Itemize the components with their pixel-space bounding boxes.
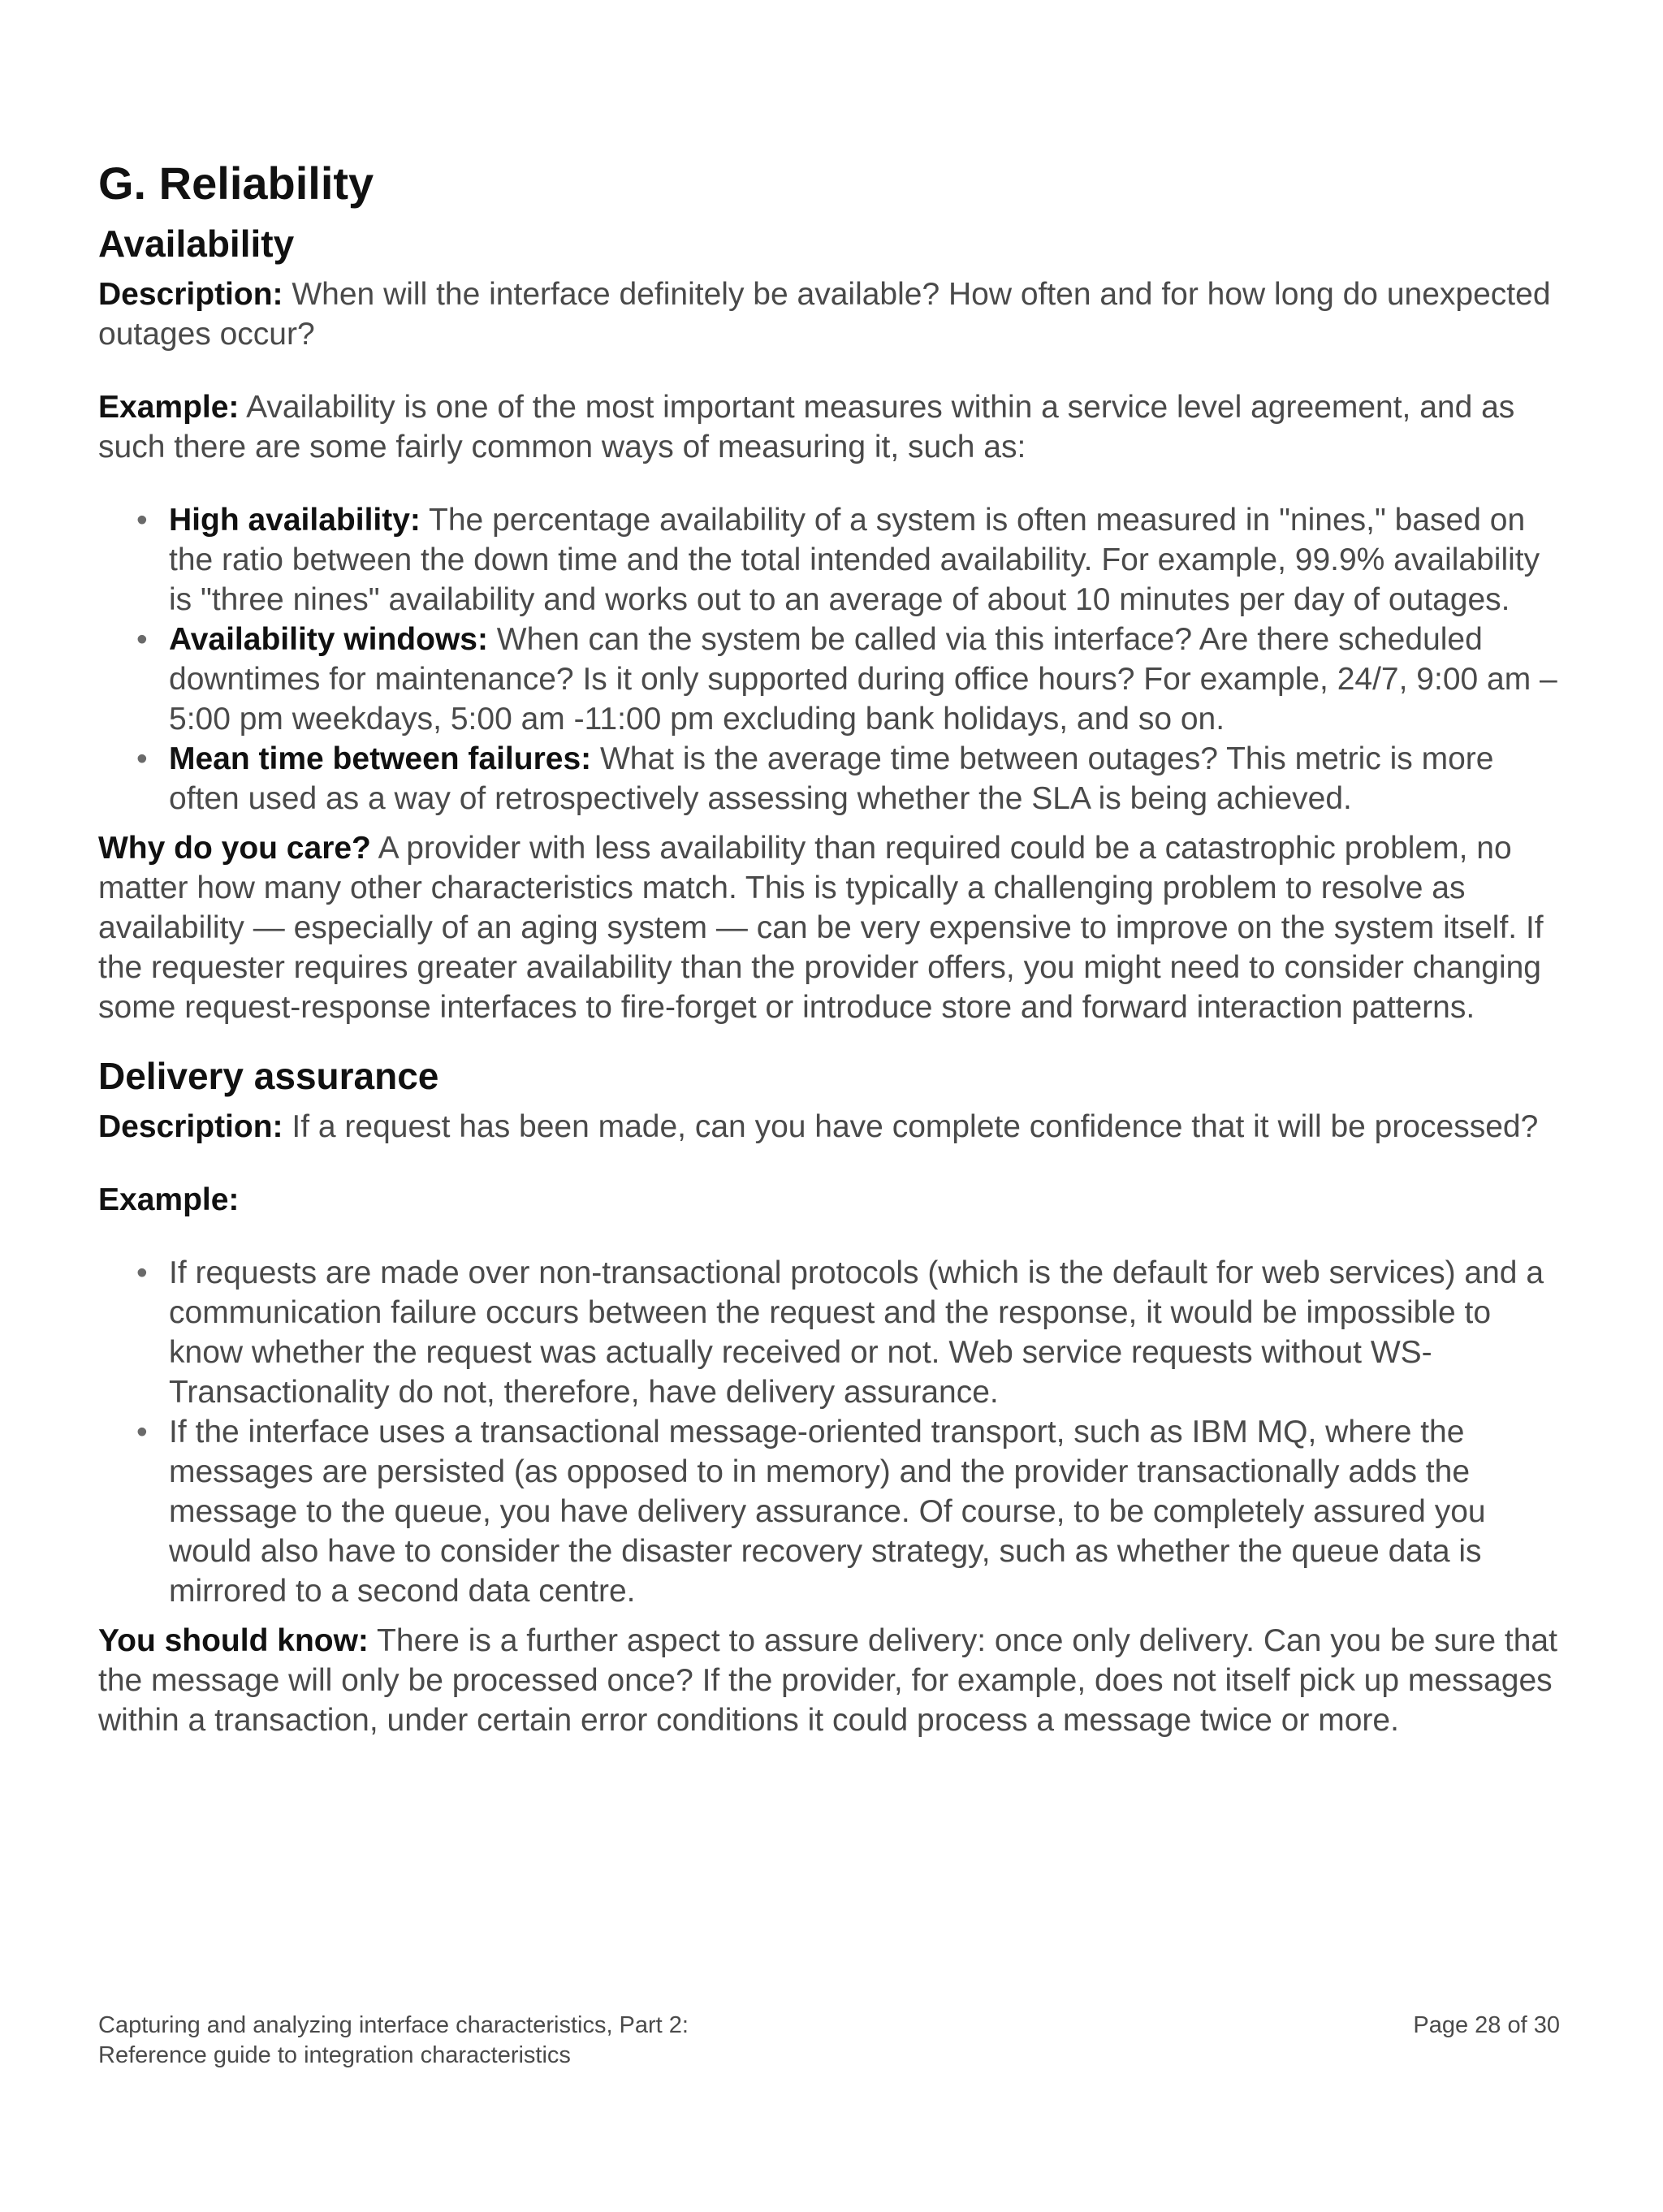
availability-example bbox=[98, 387, 1560, 467]
description-label: Description: bbox=[98, 277, 283, 312]
bullet-label: High availability: bbox=[169, 503, 421, 538]
bullet-icon: • bbox=[136, 503, 148, 538]
bullet-text: If requests are made over non-transactional protocols (which is the default for web services) and a communication failure occurs between the request and the response, it would be impossible to know whether the request was actually received or not. Web service requests without WS-Transactionality do not, therefore, have delivery assurance. bbox=[169, 1255, 1544, 1410]
delivery-heading: Delivery assurance bbox=[98, 1055, 439, 1097]
bullet-icon: • bbox=[136, 1415, 148, 1449]
know-label: You should know: bbox=[98, 1623, 369, 1658]
bullet-label: Mean time between failures: bbox=[169, 741, 592, 776]
example-label: Example: bbox=[98, 1182, 240, 1217]
footer-title-line2: Reference guide to integration characteristics bbox=[98, 2042, 571, 2068]
know-text: There is a further aspect to assure delivery: once only delivery. Can you be sure that the message will only be processed once? If the provider, for example, does not itself pick up messages within a transaction, under certain error conditions it could process a message twice or more. bbox=[98, 1623, 1557, 1738]
bullet-text: What is the average time between outages? This metric is more often used as a way of retrospectively assessing whether the SLA is being achieved. bbox=[169, 741, 1494, 816]
list-item bbox=[136, 500, 1560, 620]
list-item bbox=[136, 620, 1560, 739]
why-text: A provider with less availability than required could be a catastrophic problem, no matter how many other characteristics match. This is typically a challenging problem to resolve as availability — especially of an aging system — can be very expensive to improve on the system itself. If the requester requires greater availability than the provider offers, you might need to consider changing some request-response interfaces to fire-forget or introduce store and forward interaction patterns. bbox=[98, 831, 1544, 1025]
bullet-text: The percentage availability of a system is often measured in "nines," based on the ratio between the down time and the total intended availability. For example, 99.9% availability is "three nines" availability and works out to an average of about 10 minutes per day of outages. bbox=[169, 503, 1540, 617]
delivery-you-should-know bbox=[98, 1621, 1560, 1740]
description-text: If a request has been made, can you have complete confidence that it will be processed? bbox=[283, 1109, 1539, 1144]
delivery-bullet-list bbox=[98, 1253, 1560, 1611]
bullet-icon: • bbox=[136, 741, 148, 776]
bullet-text: If the interface uses a transactional message-oriented transport, such as IBM MQ, where the messages are persisted (as opposed to in memory) and the provider transactionally adds the message to the queue, you have delivery assurance. Of course, to be completely assured you would also have to consider the disaster recovery strategy, such as whether the queue data is mirrored to a second data centre. bbox=[169, 1415, 1486, 1609]
example-text: Availability is one of the most important measures within a service level agreement, and as such there are some fairly common ways of measuring it, such as: bbox=[98, 390, 1515, 464]
description-label: Description: bbox=[98, 1109, 283, 1144]
availability-description bbox=[98, 274, 1560, 354]
availability-bullet-list bbox=[98, 500, 1560, 819]
description-text: When will the interface definitely be available? How often and for how long do unexpected outages occur? bbox=[98, 277, 1551, 352]
footer-title-line1: Capturing and analyzing interface characteristics, Part 2: bbox=[98, 2012, 689, 2038]
example-label: Example: bbox=[98, 390, 240, 425]
why-label: Why do you care? bbox=[98, 831, 371, 866]
delivery-description bbox=[98, 1107, 1560, 1147]
list-item bbox=[136, 739, 1560, 819]
list-item bbox=[136, 1253, 1560, 1412]
bullet-text: When can the system be called via this interface? Are there scheduled downtimes for maintenance? Is it only supported during office hours? For example, 24/7, 9:00 am – 5:00 pm weekdays, 5:00 am -11:00 pm excluding bank holidays, and so on. bbox=[169, 622, 1557, 737]
list-item bbox=[136, 1412, 1560, 1611]
document-page bbox=[98, 146, 1560, 1761]
bullet-icon: • bbox=[136, 622, 148, 657]
availability-why-care bbox=[98, 828, 1560, 1027]
page-number: Page 28 of 30 bbox=[1413, 2012, 1560, 2038]
bullet-label: Availability windows: bbox=[169, 622, 488, 657]
bullet-icon: • bbox=[136, 1255, 148, 1290]
page-footer bbox=[98, 2011, 1560, 2071]
section-title: G. Reliability bbox=[98, 158, 374, 209]
delivery-example bbox=[98, 1180, 1560, 1220]
availability-heading: Availability bbox=[98, 222, 295, 265]
